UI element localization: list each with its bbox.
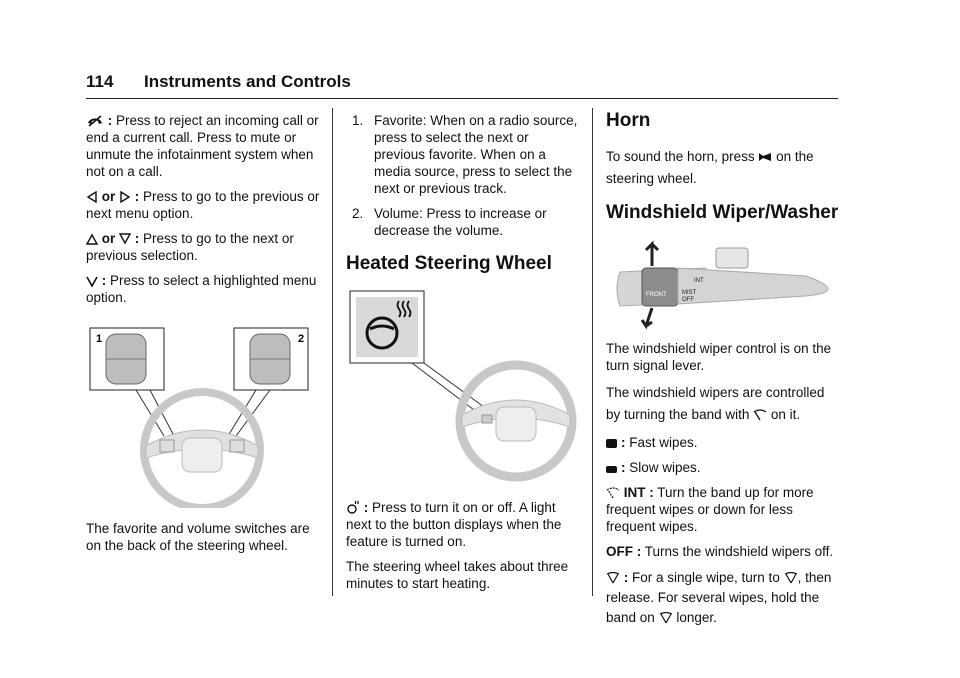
horn-text-after: on the steering wheel.	[606, 149, 814, 186]
heated-steering-wheel-figure	[346, 289, 582, 485]
band-text-after: on it.	[770, 407, 801, 422]
horn-paragraph	[606, 146, 842, 190]
reject-call-text: Press to reject an incoming call or end a current call. Press to mute or unmute the infotainment system when not on a call.	[86, 113, 319, 179]
horn-text-before: To sound the horn, press	[606, 149, 755, 164]
next-prev-selection-paragraph: or : Press to go to the next or previous selection.	[86, 231, 294, 263]
list-item-number: 2.	[352, 206, 364, 221]
lever-off-label: OFF	[682, 297, 694, 303]
callout-1-label: 1	[96, 333, 103, 345]
lever-mist-label: MIST	[682, 290, 697, 296]
band-text-before: The windshield wipers are controlled by turning the band with	[606, 385, 825, 422]
int-paragraph	[606, 484, 842, 535]
fast-wipes-text: Fast wipes.	[629, 435, 698, 450]
select-paragraph: : Press to select a highlighted menu option.	[86, 273, 317, 305]
column-2	[346, 112, 582, 600]
steering-wheel-controls-figure	[86, 322, 320, 508]
phone-reject-icon	[86, 115, 104, 127]
triangle-up-icon	[86, 233, 98, 245]
triangle-down-icon	[119, 233, 131, 245]
column-1	[86, 112, 320, 562]
single-end-text: longer.	[676, 610, 717, 625]
slow-wipes-text: Slow wipes.	[629, 460, 701, 475]
horn-icon	[758, 151, 772, 163]
column-3	[606, 106, 842, 636]
or-label: or	[101, 231, 116, 246]
int-text: Turn the band up for more frequent wipes or down for less frequent wipes.	[606, 485, 814, 534]
horn-heading: Horn	[606, 110, 651, 131]
off-paragraph	[606, 543, 842, 560]
next-prev-selection-text: Press to go to the next or previous selection.	[86, 231, 294, 263]
heated-wheel-icon	[346, 500, 360, 514]
intermittent-wipe-icon	[606, 487, 620, 499]
triangle-left-icon	[86, 191, 98, 203]
mist-wipe-icon	[606, 572, 620, 584]
page-number: 114	[86, 72, 114, 91]
list-item	[346, 205, 582, 239]
lever-int-label: INT	[694, 278, 704, 284]
warmup-text: The steering wheel takes about three minutes to start heating.	[346, 559, 569, 591]
page-header	[86, 72, 838, 96]
callout-2-label: 2	[298, 333, 305, 345]
header-rule	[86, 98, 838, 99]
section-title: Instruments and Controls	[144, 72, 351, 91]
fast-wipes-paragraph: : Fast wipes.	[606, 434, 842, 451]
list-item-number: 1.	[352, 113, 364, 128]
off-text: Turns the windshield wipers off.	[644, 544, 834, 559]
mist-wipe-icon	[784, 572, 798, 584]
wiper-lever-figure	[606, 238, 842, 330]
prev-next-menu-text: Press to go to the previous or next menu option.	[86, 189, 320, 221]
heated-desc-paragraph: : Press to turn it on or off. A light next to the button displays when the feature is turned on.	[346, 500, 562, 549]
figure-caption: The favorite and volume switches are on the back of the steering wheel.	[86, 521, 310, 553]
wiper-location-text: The windshield wiper control is on the turn signal lever.	[606, 341, 832, 373]
lever-front-label: FRONT	[646, 292, 667, 298]
slow-wipes-paragraph: : Slow wipes.	[606, 459, 842, 476]
fast-wipe-icon	[606, 439, 617, 448]
single-before-text: For a single wipe, turn to	[632, 570, 780, 585]
heated-desc-text: Press to turn it on or off. A light next to the button displays when the feature is turned on.	[346, 500, 562, 549]
wiper-icon	[753, 409, 767, 421]
reject-call-paragraph: : Press to reject an incoming call or end a current call. Press to mute or unmute the infotainment system when not on a call.	[86, 113, 319, 179]
single-after-text: , then release. For several wipes, hold the band on	[606, 570, 832, 625]
column-divider	[332, 108, 333, 596]
list-item	[346, 112, 582, 197]
list-item-text: Volume: Press to increase or decrease the volume.	[374, 206, 547, 238]
prev-next-menu-paragraph: or : Press to go to the previous or next menu option.	[86, 189, 320, 221]
int-label: INT :	[623, 485, 654, 500]
select-text: Press to select a highlighted menu option.	[86, 273, 317, 305]
triangle-right-icon	[119, 191, 131, 203]
windshield-wiper-heading: Windshield Wiper/Washer	[606, 202, 839, 223]
column-divider	[592, 108, 593, 596]
band-paragraph	[606, 382, 842, 426]
checkmark-icon	[86, 275, 98, 287]
slow-wipe-icon	[606, 466, 617, 473]
off-label: OFF :	[606, 544, 642, 559]
single-wipe-paragraph: : For a single wipe, turn to , then release. For several wipes, hold the band on longer.	[606, 570, 832, 625]
mist-wipe-icon	[659, 612, 673, 624]
list-item-text: Favorite: When on a radio source, press to select the next or previous favorite. When on a media source, press to select the next or previous track.	[374, 113, 578, 196]
or-label: or	[101, 189, 116, 204]
heated-steering-heading: Heated Steering Wheel	[346, 253, 552, 274]
